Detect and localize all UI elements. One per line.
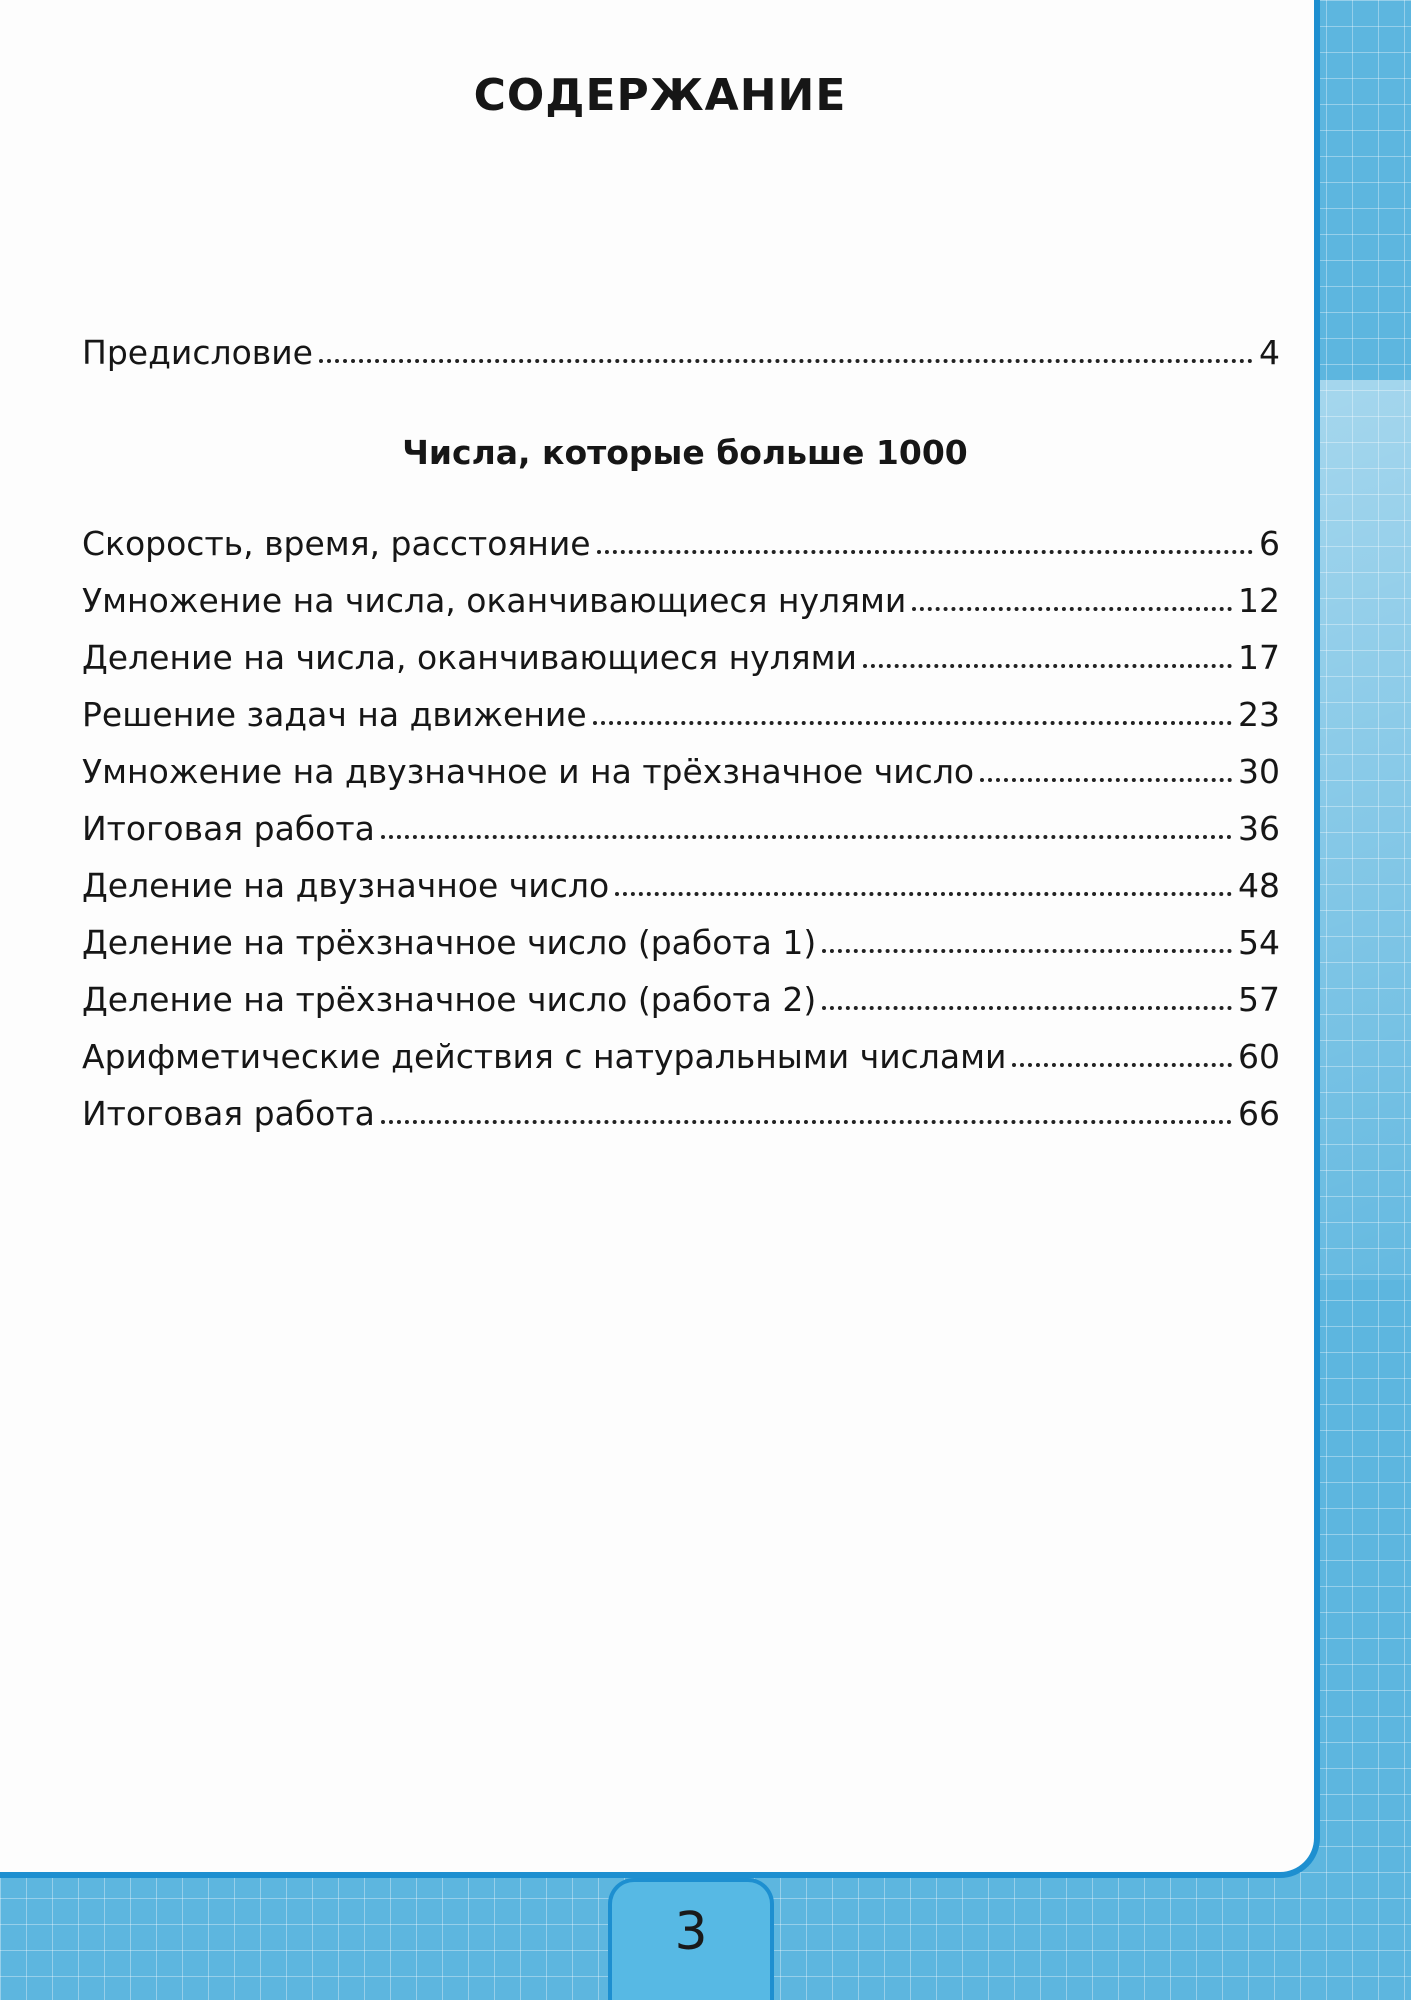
toc-entry[interactable]	[82, 1083, 1280, 1133]
toc-entry-page: 36	[1238, 809, 1280, 848]
toc-entry-label: Итоговая работа	[82, 809, 375, 848]
toc-entry-page: 54	[1238, 923, 1280, 962]
toc-entry-label: Деление на числа, оканчивающиеся нулями	[82, 638, 857, 677]
toc-entry-page: 66	[1238, 1094, 1280, 1133]
toc-entry-label: Арифметические действия с натуральными числами	[82, 1037, 1007, 1076]
dot-leader	[822, 949, 1232, 953]
toc-entry-label: Предисловие	[82, 333, 313, 372]
toc-entry[interactable]	[82, 912, 1280, 962]
toc-entry[interactable]	[82, 627, 1280, 677]
toc-entry-page: 30	[1238, 752, 1280, 791]
toc-entry-label: Итоговая работа	[82, 1094, 375, 1133]
toc-entry[interactable]	[82, 1026, 1280, 1076]
toc-entry-preface[interactable]	[82, 322, 1280, 372]
toc-entry-page: 4	[1259, 333, 1280, 372]
dot-leader	[1012, 1063, 1232, 1067]
toc-entry-page: 57	[1238, 980, 1280, 1019]
dot-leader	[593, 721, 1232, 725]
toc-entry-page: 23	[1238, 695, 1280, 734]
toc-entry-page: 48	[1238, 866, 1280, 905]
dot-leader	[615, 892, 1232, 896]
toc-entry[interactable]	[82, 570, 1280, 620]
toc-entry[interactable]	[82, 798, 1280, 848]
toc-entry-page: 60	[1238, 1037, 1280, 1076]
toc-entry[interactable]	[82, 684, 1280, 734]
dot-leader	[597, 550, 1253, 554]
toc-entry-label: Деление на трёхзначное число (работа 1)	[82, 923, 817, 962]
toc-entry[interactable]	[82, 969, 1280, 1019]
dot-leader	[912, 607, 1232, 611]
dot-leader	[863, 664, 1232, 668]
dot-leader	[381, 1120, 1232, 1124]
toc-entry-label: Умножение на числа, оканчивающиеся нулями	[82, 581, 907, 620]
decorative-handwritten-digits	[1323, 0, 1403, 1880]
toc-entry-label: Решение задач на движение	[82, 695, 587, 734]
toc-entry-page: 12	[1238, 581, 1280, 620]
toc-entry-page: 6	[1259, 524, 1280, 563]
section-title: Числа, которые больше 1000	[402, 433, 968, 472]
toc-entry-label: Скорость, время, расстояние	[82, 524, 591, 563]
page-number: 3	[608, 1878, 774, 2000]
toc-entry-page: 17	[1238, 638, 1280, 677]
toc-entry-label: Деление на трёхзначное число (работа 2)	[82, 980, 817, 1019]
dot-leader	[822, 1006, 1232, 1010]
toc-entry[interactable]	[82, 513, 1280, 563]
dot-leader	[980, 778, 1232, 782]
toc-entry-label: Умножение на двузначное и на трёхзначное число	[82, 752, 975, 791]
page-title: СОДЕРЖАНИЕ	[473, 70, 847, 121]
dot-leader	[319, 359, 1253, 363]
dot-leader	[381, 835, 1232, 839]
toc-entry[interactable]	[82, 741, 1280, 791]
toc-entry-label: Деление на двузначное число	[82, 866, 610, 905]
toc-entry[interactable]	[82, 855, 1280, 905]
